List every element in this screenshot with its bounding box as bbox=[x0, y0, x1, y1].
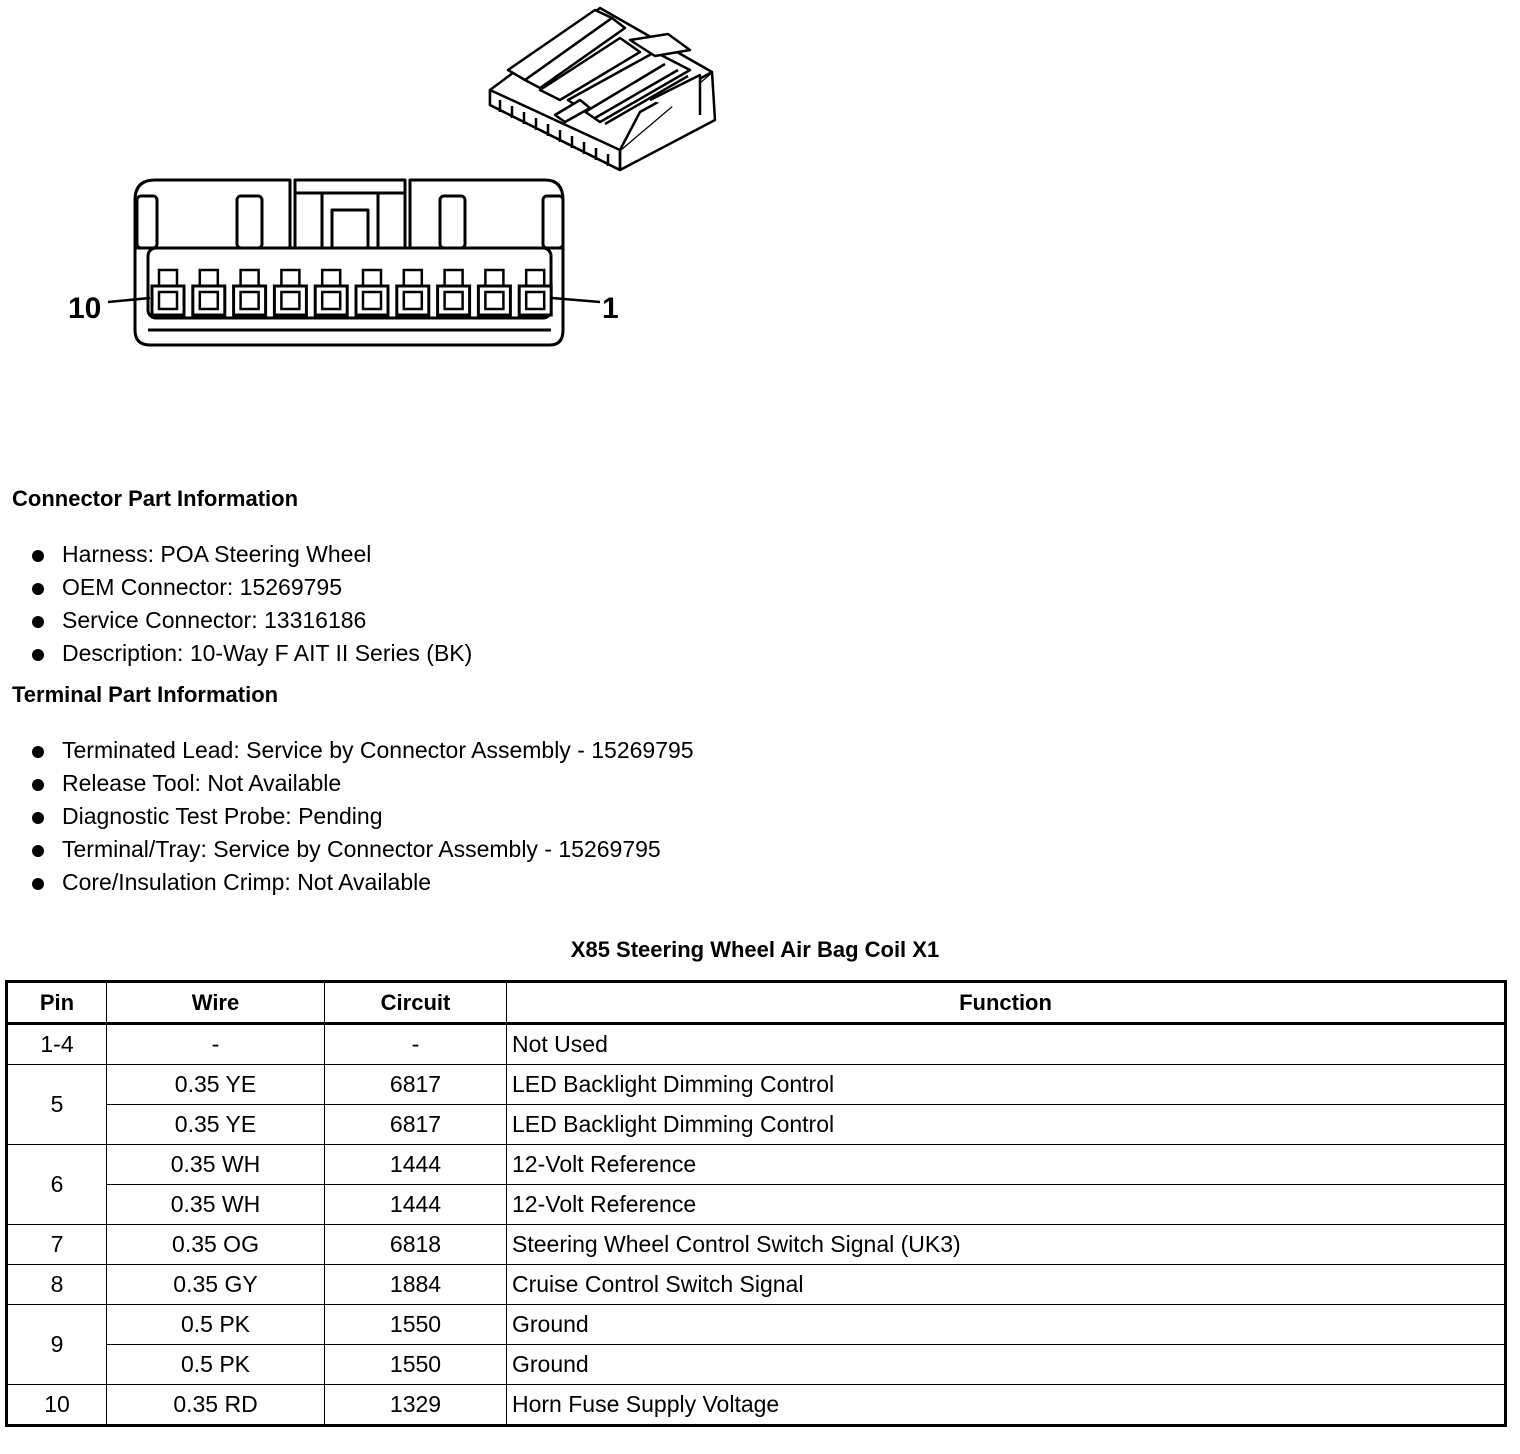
wire-cell: 0.35 YE bbox=[107, 1065, 325, 1105]
function-cell: LED Backlight Dimming Control bbox=[507, 1065, 1506, 1105]
table-row bbox=[7, 1105, 1506, 1145]
header-pin: Pin bbox=[7, 982, 107, 1024]
circuit-cell: 1444 bbox=[325, 1145, 507, 1185]
table-header-row bbox=[7, 982, 1506, 1024]
wire-cell: 0.35 WH bbox=[107, 1145, 325, 1185]
wire-cell: 0.35 WH bbox=[107, 1185, 325, 1225]
circuit-cell: 1444 bbox=[325, 1185, 507, 1225]
header-wire: Wire bbox=[107, 982, 325, 1024]
function-cell: LED Backlight Dimming Control bbox=[507, 1105, 1506, 1145]
pin-10-label: 10 bbox=[68, 292, 102, 325]
wire-cell: 0.35 YE bbox=[107, 1105, 325, 1145]
pinout-table bbox=[5, 980, 1507, 1427]
pin-cell: 6 bbox=[7, 1145, 107, 1225]
header-function: Function bbox=[507, 982, 1506, 1024]
wire-cell: - bbox=[107, 1024, 325, 1065]
list-item: Terminated Lead: Service by Connector Assembly - 15269795 bbox=[30, 734, 694, 767]
pin-cavity bbox=[478, 270, 510, 315]
circuit-cell: 1550 bbox=[325, 1305, 507, 1345]
list-item: Service Connector: 13316186 bbox=[30, 604, 472, 637]
wire-cell: 0.35 RD bbox=[107, 1385, 325, 1426]
function-cell: Steering Wheel Control Switch Signal (UK3) bbox=[507, 1225, 1506, 1265]
table-row bbox=[7, 1145, 1506, 1185]
connector-part-info-heading: Connector Part Information bbox=[12, 486, 299, 511]
list-item: Release Tool: Not Available bbox=[30, 767, 694, 800]
list-item: Description: 10-Way F AIT II Series (BK) bbox=[30, 637, 472, 670]
pin-cell: 8 bbox=[7, 1265, 107, 1305]
pin-cell: 1-4 bbox=[7, 1024, 107, 1065]
table-row bbox=[7, 1225, 1506, 1265]
header-circuit: Circuit bbox=[325, 982, 507, 1024]
function-cell: Cruise Control Switch Signal bbox=[507, 1265, 1506, 1305]
pin-1-leader bbox=[552, 298, 600, 302]
function-cell: 12-Volt Reference bbox=[507, 1145, 1506, 1185]
function-cell: Ground bbox=[507, 1345, 1506, 1385]
connector-isometric-view bbox=[490, 8, 715, 170]
pin-cavity bbox=[193, 270, 225, 315]
function-cell: Ground bbox=[507, 1305, 1506, 1345]
connector-illustration bbox=[0, 0, 760, 360]
circuit-cell: 1884 bbox=[325, 1265, 507, 1305]
pin-cell: 5 bbox=[7, 1065, 107, 1145]
pin-cavities bbox=[152, 270, 551, 315]
list-item: OEM Connector: 15269795 bbox=[30, 571, 472, 604]
pin-1-label: 1 bbox=[602, 292, 619, 325]
table-title: X85 Steering Wheel Air Bag Coil X1 bbox=[570, 937, 940, 962]
pin-cavity bbox=[438, 270, 470, 315]
table-row bbox=[7, 1265, 1506, 1305]
function-cell: 12-Volt Reference bbox=[507, 1185, 1506, 1225]
table-row bbox=[7, 1185, 1506, 1225]
table-row bbox=[7, 1385, 1506, 1426]
list-item: Harness: POA Steering Wheel bbox=[30, 538, 472, 571]
function-cell: Not Used bbox=[507, 1024, 1506, 1065]
pin-cell: 7 bbox=[7, 1225, 107, 1265]
table-row bbox=[7, 1065, 1506, 1105]
circuit-cell: 6818 bbox=[325, 1225, 507, 1265]
function-cell: Horn Fuse Supply Voltage bbox=[507, 1385, 1506, 1426]
pin-cavity bbox=[519, 270, 551, 315]
table-row bbox=[7, 1024, 1506, 1065]
pin-cell: 9 bbox=[7, 1305, 107, 1385]
circuit-cell: - bbox=[325, 1024, 507, 1065]
circuit-cell: 6817 bbox=[325, 1105, 507, 1145]
list-item: Diagnostic Test Probe: Pending bbox=[30, 800, 694, 833]
pin-cavity bbox=[274, 270, 306, 315]
wire-cell: 0.5 PK bbox=[107, 1305, 325, 1345]
pin-cell: 10 bbox=[7, 1385, 107, 1426]
terminal-part-info-heading: Terminal Part Information bbox=[12, 682, 279, 707]
terminal-part-info-list bbox=[30, 734, 694, 899]
wire-cell: 0.35 OG bbox=[107, 1225, 325, 1265]
table-row bbox=[7, 1305, 1506, 1345]
connector-part-info-list bbox=[30, 538, 472, 670]
pin-cavity bbox=[356, 270, 388, 315]
table-row bbox=[7, 1345, 1506, 1385]
wire-cell: 0.35 GY bbox=[107, 1265, 325, 1305]
wire-cell: 0.5 PK bbox=[107, 1345, 325, 1385]
pin-10-leader bbox=[108, 298, 150, 302]
pin-cavity bbox=[152, 270, 184, 315]
list-item: Terminal/Tray: Service by Connector Assembly - 15269795 bbox=[30, 833, 694, 866]
circuit-cell: 1550 bbox=[325, 1345, 507, 1385]
pin-cavity bbox=[234, 270, 266, 315]
circuit-cell: 6817 bbox=[325, 1065, 507, 1105]
pin-cavity bbox=[315, 270, 347, 315]
list-item: Core/Insulation Crimp: Not Available bbox=[30, 866, 694, 899]
connector-front-view bbox=[135, 180, 563, 345]
pin-cavity bbox=[397, 270, 429, 315]
circuit-cell: 1329 bbox=[325, 1385, 507, 1426]
